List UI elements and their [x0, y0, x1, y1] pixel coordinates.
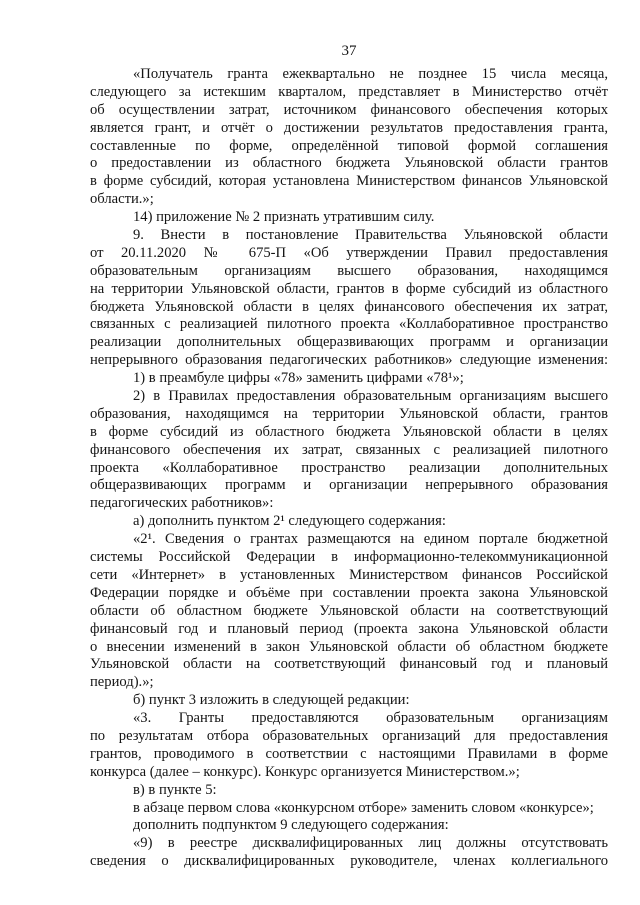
text-line: Федерации порядке и объёме при составлении проекта закона Ульяновской — [90, 584, 608, 601]
paragraph — [90, 531, 608, 692]
paragraph — [90, 66, 608, 209]
text-line: конкурса (далее – конкурс). Конкурс организуется Министерством.»; — [90, 763, 520, 780]
text-line: «Получатель гранта ежеквартально не позднее 15 числа месяца, — [133, 66, 608, 82]
text-line: педагогических работников»: — [90, 495, 274, 512]
text-line: на территории Ульяновской области, грантов в форме субсидий из областного — [90, 280, 608, 297]
text-line: является грант, и отчёт о достижении результатов предоставления гранта, — [90, 119, 608, 136]
text-line: а) дополнить пунктом 2¹ следующего содержания: — [133, 513, 446, 530]
text-line: 9. Внести в постановление Правительства Ульяновской области — [133, 227, 608, 244]
text-line: 2) в Правилах предоставления образовательным организациям высшего — [133, 388, 608, 405]
text-line: в форме субсидий, которая установлена Министерством финансов Ульяновской — [90, 173, 608, 190]
text-line: составленные по форме, определённой типовой формой соглашения — [90, 137, 608, 154]
text-line: непрерывного образования педагогических работников» следующие изменения: — [90, 352, 608, 369]
paragraph — [90, 817, 608, 835]
text-line: об осуществлении затрат, источником финансового обеспечения которых — [90, 101, 608, 118]
paragraph — [90, 692, 608, 710]
text-line: бюджета Ульяновской области в целях финансового обеспечения их затрат, — [90, 298, 608, 315]
text-line: финансовый год и плановый период (проекта закона Ульяновской области — [90, 620, 608, 637]
text-line: по результатам отбора образовательных организаций для предоставления — [90, 727, 608, 744]
text-line: в) в пункте 5: — [133, 781, 217, 798]
text-line: сведения о дисквалифицированных руководителе, членах коллегиального — [90, 853, 608, 870]
paragraph — [90, 800, 608, 818]
text-line: образования, находящимся на территории Ульяновской области, грантов — [90, 405, 608, 422]
text-line: 1) в преамбуле цифры «78» заменить цифрами «78¹»; — [133, 370, 464, 387]
text-line: грантов, проводимого в соответствии с настоящими Правилами в форме — [90, 745, 608, 762]
text-line: образовательным организациям высшего образования, находящимся — [90, 262, 608, 279]
paragraph — [90, 710, 608, 782]
text-line: дополнить подпунктом 9 следующего содержания: — [133, 817, 449, 834]
text-line: в форме субсидий из областного бюджета Ульяновской области в целях — [90, 423, 608, 440]
text-line: области.»; — [90, 191, 154, 208]
text-line: период).»; — [90, 674, 154, 691]
text-line: б) пункт 3 изложить в следующей редакции: — [133, 692, 410, 709]
page-number: 37 — [341, 43, 357, 59]
paragraph — [90, 209, 608, 227]
text-line: «3. Гранты предоставляются образовательным организациям — [133, 710, 608, 727]
text-line: финансового обеспечения их затрат, связанных с реализацией пилотного — [90, 441, 608, 458]
text-line: области об областном бюджете Ульяновской области на соответствующий — [90, 602, 608, 619]
text-line: 14) приложение № 2 признать утратившим силу. — [133, 209, 435, 226]
paragraph — [90, 388, 608, 513]
text-line: «2¹. Сведения о грантах размещаются на едином портале бюджетной — [133, 531, 608, 548]
paragraph — [90, 835, 608, 871]
text-line: о предоставлении из областного бюджета Ульяновской области грантов — [90, 155, 608, 172]
paragraph — [90, 370, 608, 388]
text-line: в абзаце первом слова «конкурсном отборе» заменить словом «конкурсе»; — [133, 799, 594, 816]
text-line: «9) в реестре дисквалифицированных лиц должны отсутствовать — [133, 835, 608, 852]
text-line: сети «Интернет» в установленных Министерством финансов Российской — [90, 566, 608, 583]
text-line: от 20.11.2020 № 675-П «Об утверждении Правил предоставления — [90, 244, 608, 261]
paragraph — [90, 513, 608, 531]
text-line: о внесении изменений в закон Ульяновской области об областном бюджете — [90, 638, 608, 655]
document-body — [90, 66, 608, 871]
text-line: реализации дополнительных общеразвивающих программ и организации — [90, 334, 608, 351]
text-line: связанных с реализацией пилотного проекта «Коллаборативное пространство — [90, 316, 608, 333]
text-line: общеразвивающих программ и организации непрерывного образования — [90, 477, 608, 494]
text-line: Ульяновской области на соответствующий финансовый год и плановый — [90, 656, 608, 673]
text-line: проекта «Коллаборативное пространство реализации дополнительных — [90, 459, 608, 476]
paragraph — [90, 227, 608, 370]
text-line: следующего за истекшим кварталом, представляет в Министерство отчёт — [90, 83, 608, 100]
paragraph — [90, 782, 608, 800]
text-line: системы Российской Федерации в информационно-телекоммуникационной — [90, 549, 608, 566]
